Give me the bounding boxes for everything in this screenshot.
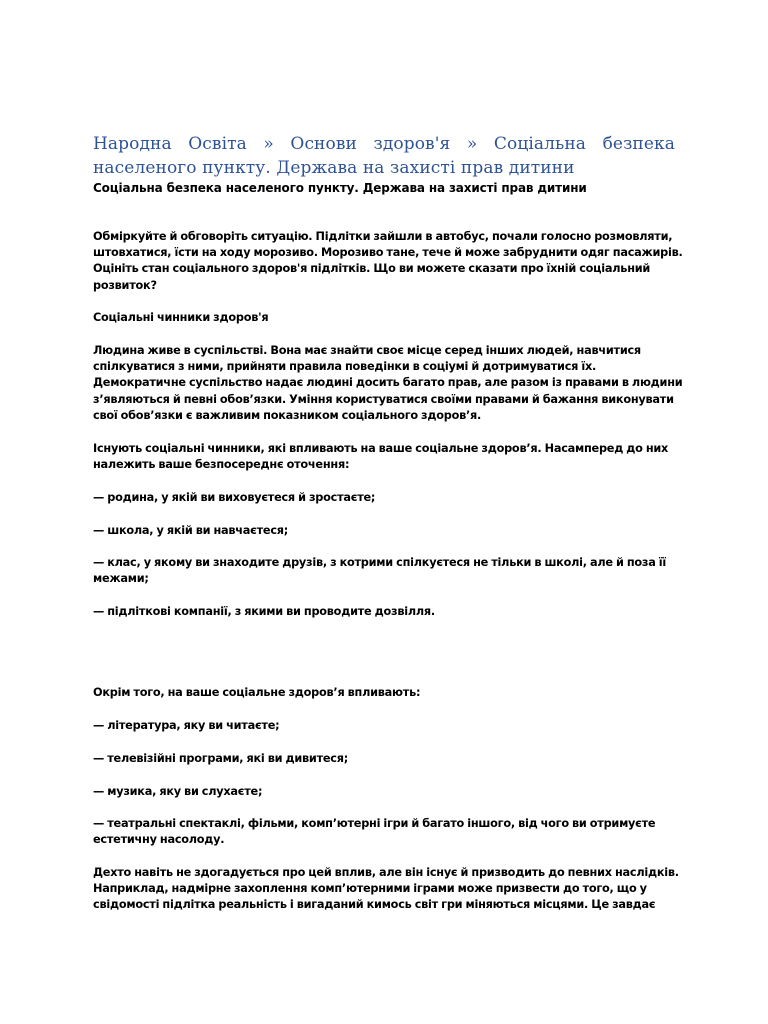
page-subtitle: Соціальна безпека населеного пункту. Держава на захисті прав дитини <box>93 181 587 195</box>
list-item-literature: — література, яку ви читаєте; <box>93 719 280 732</box>
section-heading-social-factors: Соціальні чинники здоров'я <box>93 311 269 324</box>
paragraph-additional-intro: Окрім того, на ваше соціальне здоров’я впливають: <box>93 686 421 699</box>
paragraph-society: Людина живе в суспільстві. Вона має знайти своє місце серед інших людей, навчитися спілкуватися з ними, прийняти правила поведінки в соціумі й дотримуватися їх. Демократичне суспільство надає людині досить багато прав, але разом із правами в людини з’являються й певні обов’язки. Уміння користуватися своїми правами й бажання виконувати свої обов’язки є важливим показником соціального здоров’я. <box>93 344 683 422</box>
list-item-music: — музика, яку ви слухаєте; <box>93 785 263 798</box>
page-title: Народна Освіта » Основи здоров'я » Соціальна безпека населеного пункту. Держава на захисті прав дитини <box>93 134 675 178</box>
list-item-companies: — підліткові компанії, з якими ви проводите дозвілля. <box>93 605 435 618</box>
paragraph-factors-intro: Існують соціальні чинники, які впливають на ваше соціальне здоров’я. Насамперед до них належить ваше безпосереднє оточення: <box>93 442 669 472</box>
paragraph-situation: Обміркуйте й обговоріть ситуацію. Підлітки зайшли в автобус, почали голосно розмовляти, штовхатися, їсти на ходу морозиво. Морозиво тане, тече й може забруднити одяг пасажирів. Оцініть стан соціального здоров'я підлітків. Що ви можете сказати про їхній соціальний розвиток? <box>93 230 683 292</box>
paragraph-influence: Дехто навіть не здогадується про цей вплив, але він існує й призводить до певних наслідків. Наприклад, надмірне захоплення комп’ютерними іграми може призвести до того, що у свідомості підлітка реальність і вигаданий кимось світ гри міняються місцями. Це завдає <box>93 866 679 912</box>
list-item-theatre: — театральні спектаклі, фільми, комп’ютерні ігри й багато іншого, від чого ви отримуєте естетичну насолоду. <box>93 817 656 847</box>
list-item-tv: — телевізійні програми, які ви дивитеся; <box>93 752 349 765</box>
list-item-school: — школа, у якій ви навчаєтеся; <box>93 524 289 537</box>
list-item-class: — клас, у якому ви знаходите друзів, з котрими спілкуєтеся не тільки в школі, але й поза її межами; <box>93 556 667 586</box>
list-item-family: — родина, у якій ви виховуєтеся й зростаєте; <box>93 491 376 504</box>
